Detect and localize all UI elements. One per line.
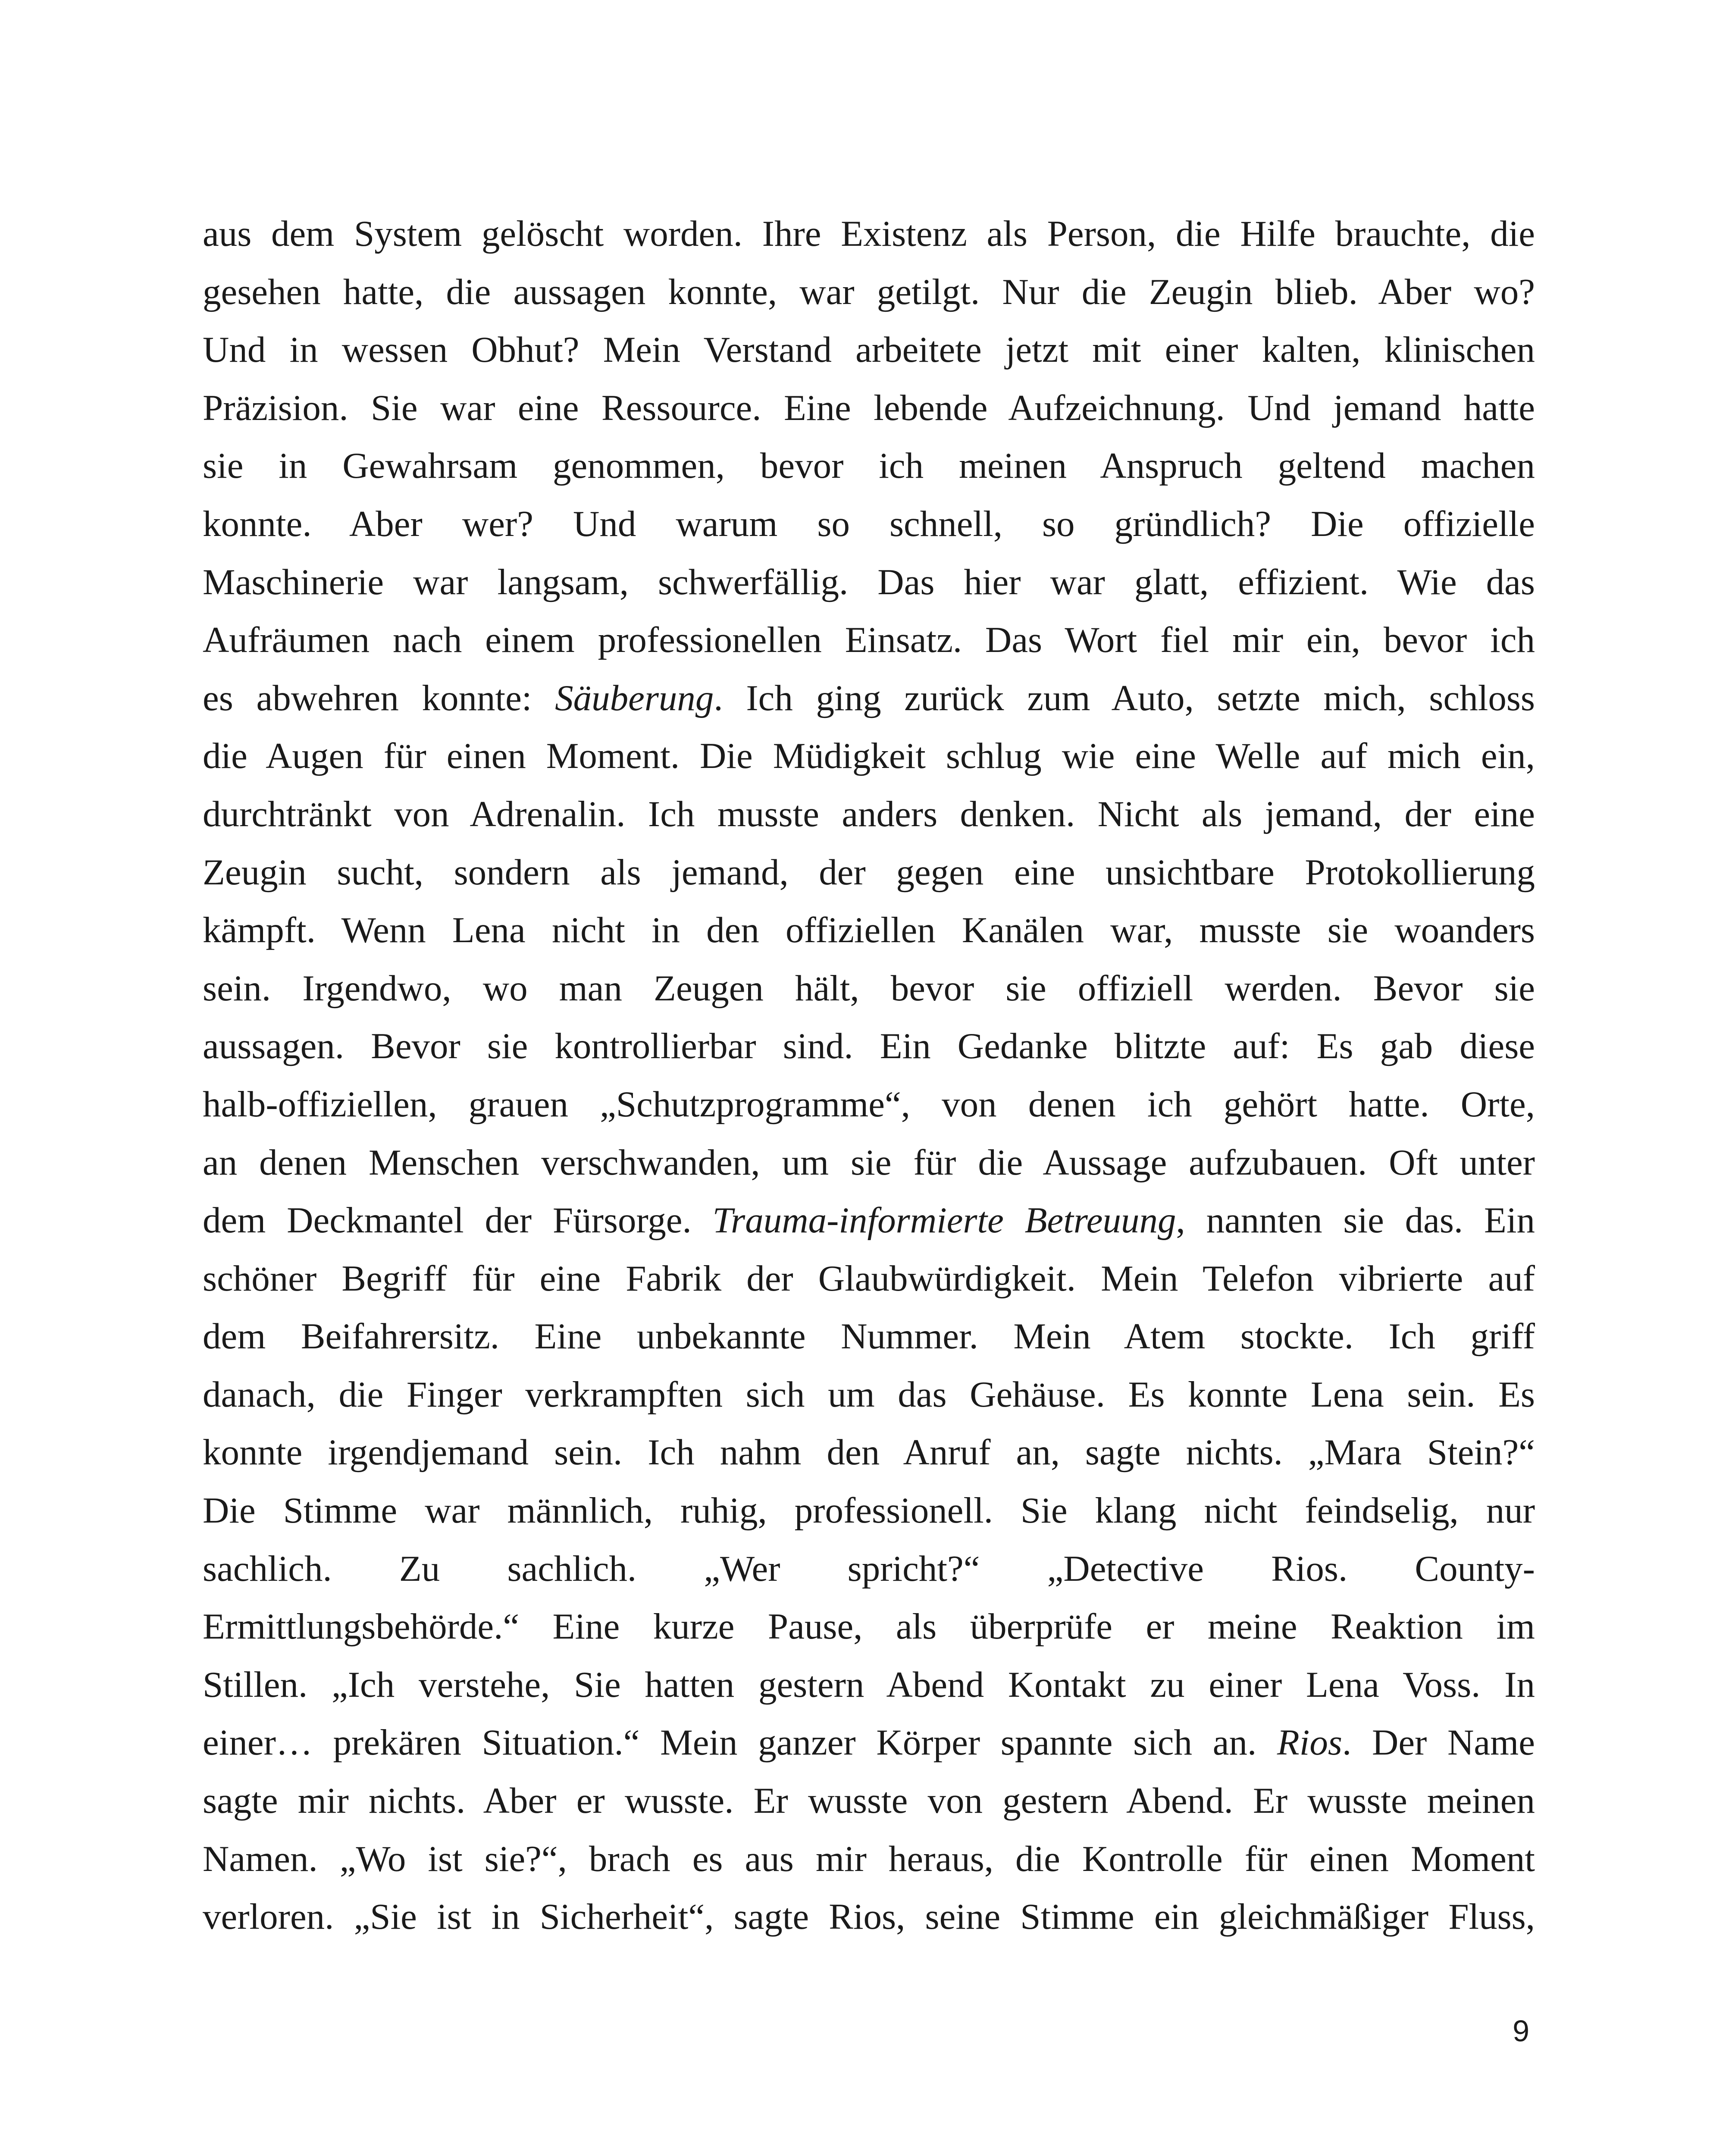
text-line xyxy=(203,843,1535,902)
italic-phrase: Trauma-informierte Betreuung xyxy=(712,1200,1176,1241)
text-segment: Präzision. Sie war eine Ressource. Eine lebende Aufzeichnung. Und jemand hatte xyxy=(203,387,1535,428)
text-segment: aussagen. Bevor sie kontrollierbar sind. Ein Gedanke blitzte auf: Es gab diese xyxy=(203,1026,1535,1067)
text-line xyxy=(203,1017,1535,1075)
text-line xyxy=(203,959,1535,1018)
text-line xyxy=(203,1830,1535,1888)
text-segment: sachlich. Zu sachlich. „Wer spricht?“ „Detective Rios. County- xyxy=(203,1548,1535,1589)
text-segment: sie in Gewahrsam genommen, bevor ich meinen Anspruch geltend machen xyxy=(203,445,1535,486)
text-line xyxy=(203,1366,1535,1424)
text-segment: , nannten sie das. Ein xyxy=(1176,1200,1535,1241)
text-line xyxy=(203,1307,1535,1366)
italic-phrase: Rios xyxy=(1277,1722,1343,1763)
text-segment: gesehen hatte, die aussagen konnte, war getilgt. Nur die Zeugin blieb. Aber wo? xyxy=(203,271,1535,312)
body-text xyxy=(203,205,1535,1946)
text-segment: Ermittlungsbehörde.“ Eine kurze Pause, als überprüfe er meine Reaktion im xyxy=(203,1606,1535,1647)
text-line xyxy=(203,495,1535,553)
text-segment: . Ich ging zurück zum Auto, setzte mich, schloss xyxy=(714,677,1535,718)
text-segment: konnte irgendjemand sein. Ich nahm den Anruf an, sagte nichts. „Mara Stein?“ xyxy=(203,1432,1535,1473)
text-segment: sagte mir nichts. Aber er wusste. Er wusste von gestern Abend. Er wusste meinen xyxy=(203,1780,1535,1821)
text-line xyxy=(203,1888,1535,1946)
text-segment: dem Deckmantel der Fürsorge. xyxy=(203,1200,713,1241)
text-line xyxy=(203,1482,1535,1540)
text-line xyxy=(203,611,1535,669)
text-segment: Zeugin sucht, sondern als jemand, der gegen eine unsichtbare Protokollierung xyxy=(203,852,1535,893)
text-segment: es abwehren konnte: xyxy=(203,677,555,718)
text-segment: die Augen für einen Moment. Die Müdigkeit schlug wie eine Welle auf mich ein, xyxy=(203,736,1535,777)
text-line xyxy=(203,553,1535,611)
text-line xyxy=(203,205,1535,263)
text-line xyxy=(203,1134,1535,1192)
text-line xyxy=(203,1191,1535,1250)
text-line xyxy=(203,1423,1535,1482)
text-segment: dem Beifahrersitz. Eine unbekannte Nummer. Mein Atem stockte. Ich griff xyxy=(203,1316,1535,1357)
text-segment: halb-offiziellen, grauen „Schutzprogramme“, von denen ich gehört hatte. Orte, xyxy=(203,1084,1535,1125)
text-segment: sein. Irgendwo, wo man Zeugen hält, bevor sie offiziell werden. Bevor sie xyxy=(203,968,1535,1009)
text-line xyxy=(203,1714,1535,1772)
text-line xyxy=(203,379,1535,437)
text-segment: schöner Begriff für eine Fabrik der Glaubwürdigkeit. Mein Telefon vibrierte auf xyxy=(203,1258,1535,1299)
text-line xyxy=(203,669,1535,727)
text-line xyxy=(203,1250,1535,1308)
text-line xyxy=(203,1656,1535,1714)
text-segment: Und in wessen Obhut? Mein Verstand arbeitete jetzt mit einer kalten, klinischen xyxy=(203,329,1535,370)
text-line xyxy=(203,1075,1535,1134)
text-segment: aus dem System gelöscht worden. Ihre Existenz als Person, die Hilfe brauchte, die xyxy=(203,213,1535,254)
italic-phrase: Säuberung xyxy=(555,677,714,718)
text-line xyxy=(203,1540,1535,1598)
text-segment: danach, die Finger verkrampften sich um das Gehäuse. Es konnte Lena sein. Es xyxy=(203,1374,1535,1415)
text-segment: verloren. „Sie ist in Sicherheit“, sagte Rios, seine Stimme ein gleichmäßiger Fluss, xyxy=(203,1896,1535,1937)
text-line xyxy=(203,727,1535,785)
text-line xyxy=(203,263,1535,321)
text-segment: . Der Name xyxy=(1342,1722,1535,1763)
text-segment: Die Stimme war männlich, ruhig, professionell. Sie klang nicht feindselig, nur xyxy=(203,1490,1535,1531)
text-segment: an denen Menschen verschwanden, um sie für die Aussage aufzubauen. Oft unter xyxy=(203,1142,1535,1183)
text-line xyxy=(203,437,1535,495)
text-line xyxy=(203,1772,1535,1830)
text-segment: einer… prekären Situation.“ Mein ganzer Körper spannte sich an. xyxy=(203,1722,1277,1763)
page-number: 9 xyxy=(1513,2014,1529,2048)
text-line xyxy=(203,1598,1535,1656)
text-line xyxy=(203,901,1535,959)
text-segment: konnte. Aber wer? Und warum so schnell, so gründlich? Die offizielle xyxy=(203,503,1535,544)
text-segment: Stillen. „Ich verstehe, Sie hatten gestern Abend Kontakt zu einer Lena Voss. In xyxy=(203,1664,1535,1705)
text-segment: Aufräumen nach einem professionellen Einsatz. Das Wort fiel mir ein, bevor ich xyxy=(203,620,1535,661)
text-line xyxy=(203,321,1535,379)
text-segment: kämpft. Wenn Lena nicht in den offiziellen Kanälen war, musste sie woanders xyxy=(203,910,1535,951)
text-segment: Namen. „Wo ist sie?“, brach es aus mir heraus, die Kontrolle für einen Moment xyxy=(203,1838,1535,1879)
text-line xyxy=(203,785,1535,843)
text-segment: Maschinerie war langsam, schwerfällig. Das hier war glatt, effizient. Wie das xyxy=(203,561,1535,602)
text-segment: durchtränkt von Adrenalin. Ich musste anders denken. Nicht als jemand, der eine xyxy=(203,793,1535,834)
